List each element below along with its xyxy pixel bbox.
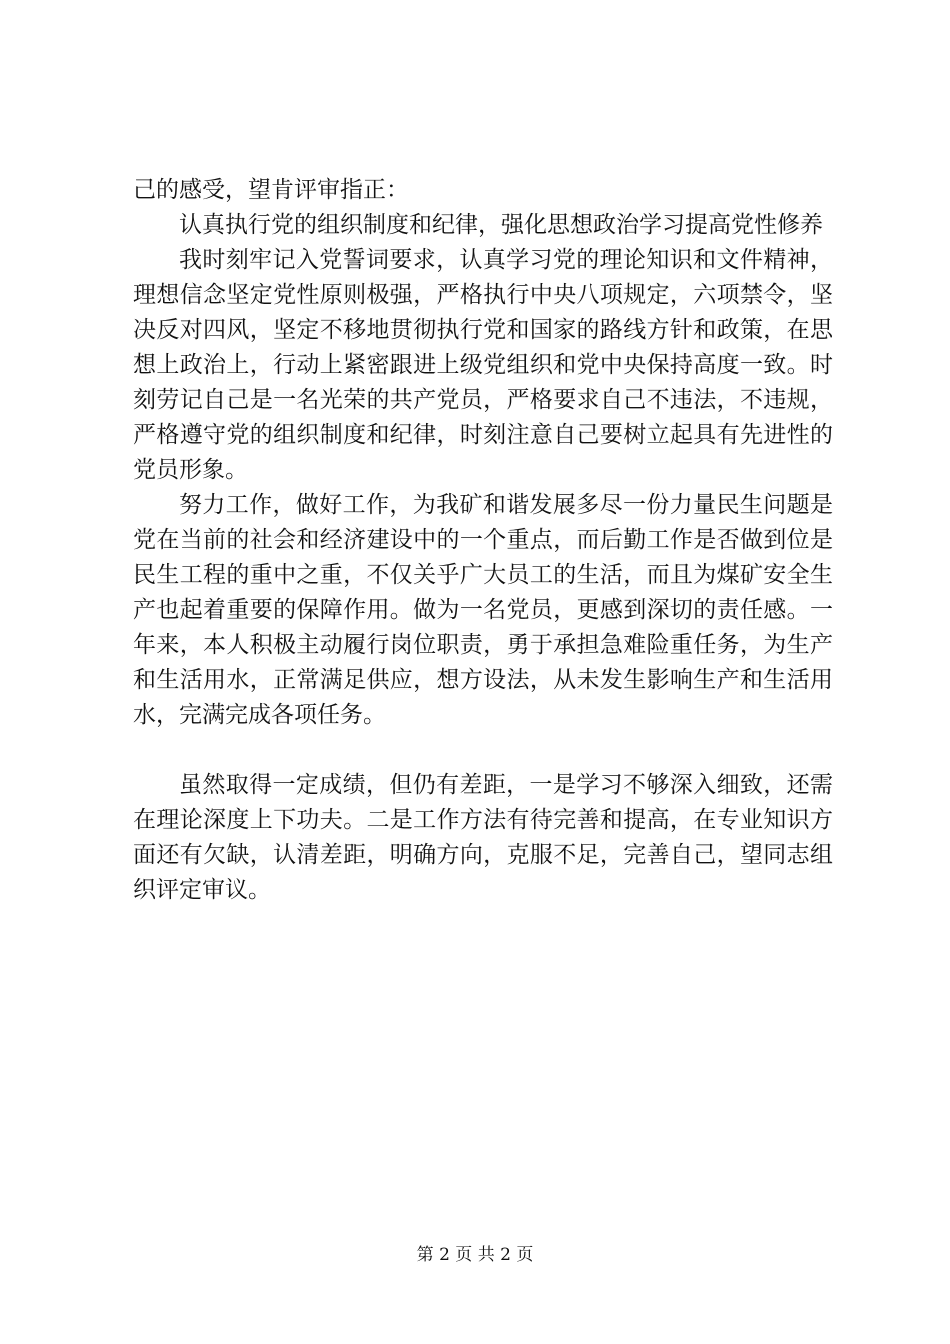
document-body (133, 173, 833, 908)
paragraph-shortcomings: 虽然取得一定成绩，但仍有差距，一是学习不够深入细致，还需在理论深度上下功夫。二是工作方法有待完善和提高，在专业知识方面还有欠缺，认清差距，明确方向，克服不足，完善自己，望同志组织评定审议。 (133, 772, 833, 903)
page-number-footer: 第 2 页 共 2 页 (416, 1245, 534, 1265)
paragraph-party-discipline: 我时刻牢记入党誓词要求，认真学习党的理论知识和文件精神，理想信念坚定党性原则极强，严格执行中央八项规定，六项禁令，坚决反对四风，坚定不移地贯彻执行党和国家的路线方针和政策，在思想上政治上，行动上紧密跟进上级党组织和党中央保持高度一致。时刻劳记自己是一名光荣的共产党员，严格要求自己不违法，不违规，严格遵守党的组织制度和纪律，时刻注意自己要树立起具有先进性的党员形象。 (133, 247, 833, 483)
paragraph-work-performance: 努力工作，做好工作，为我矿和谐发展多尽一份力量民生问题是党在当前的社会和经济建设中的一个重点，而后勤工作是否做到位是民生工程的重中之重，不仅关乎广大员工的生活，而且为煤矿安全生产也起着重要的保障作用。做为一名党员，更感到深切的责任感。一年来，本人积极主动履行岗位职责，勇于承担急难险重任务，为生产和生活用水，正常满足供应，想方设法，从未发生影响生产和生活用水，完满完成各项任务。 (133, 492, 833, 728)
paragraph-continuation: 己的感受，望肯评审指正： (133, 177, 409, 203)
section-heading: 认真执行党的组织制度和纪律，强化思想政治学习提高党性修养 (179, 212, 823, 238)
